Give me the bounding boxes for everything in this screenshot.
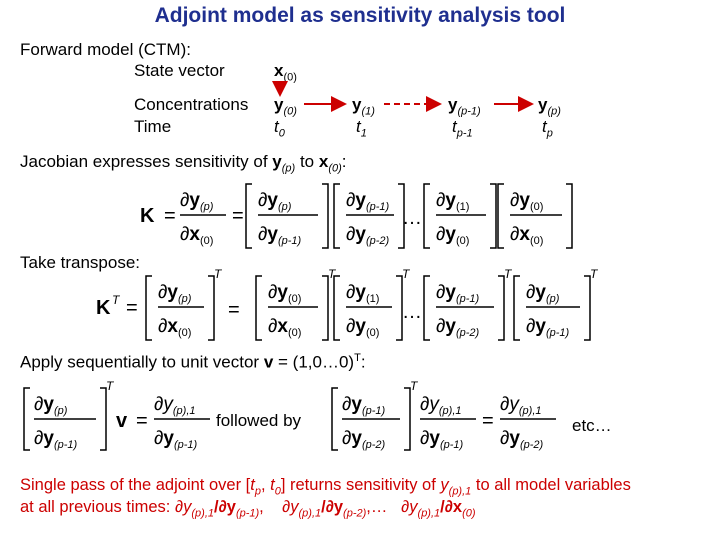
svg-text:T: T (590, 267, 598, 281)
svg-text:…: … (402, 301, 422, 323)
concentrations-label: Concentrations (134, 95, 249, 114)
svg-text:∂y(p): $\partial y_{(p)}$ (526, 282, 560, 305)
svg-text:∂y(p),1: $\partial y_{(p),1}$ (500, 394, 542, 417)
svg-text:…: … (402, 207, 422, 229)
svg-text:=: = (232, 205, 244, 227)
svg-text:∂y(p-2): $\partial y_{(p-2)}$ (342, 428, 386, 451)
node-yp-1: $y_{(p-1)}$ (448, 95, 481, 118)
svg-text:∂y(p-1): $\partial y_{(p-1)}$ (346, 190, 390, 213)
svg-text:T: T (328, 267, 336, 281)
svg-text:v: v (116, 410, 128, 432)
svg-text:∂y(p-1): $\partial y_{(p-1)}$ (258, 224, 302, 247)
svg-text:K: K (96, 297, 111, 319)
svg-text:∂y(p-1): $\partial y_{(p-1)}$ (154, 428, 198, 451)
summary-term-1: $\partial y_{(p),1}/\partial y_{(p-1)}$, (174, 498, 283, 520)
node-y0: $y_{(0)}$ (274, 95, 297, 118)
state-var: x (274, 61, 284, 80)
node-tp: $t_p$ (542, 117, 553, 140)
summary-line-2: at all previous times: $\partial y_{(p),1}/\partial y_{(p-1)}$, $\partial y_{(p),1}/\partial y_{(p-2)},\dots$ $\partial y_{(p),1}/\partial x_{(0)}$ (20, 498, 476, 520)
time-label: Time (134, 117, 172, 136)
svg-text:∂y(p-2): $\partial y_{(p-2)}$ (346, 224, 390, 247)
apply-sentence: Apply sequentially to unit vector v = (1,0…0)$^T$: (20, 352, 366, 372)
svg-text:T: T (106, 380, 114, 393)
summary-term-3: $\partial y_{(p),1}/\partial x_{(0)}$ (401, 498, 476, 520)
svg-text:T: T (504, 267, 512, 281)
summary-term-2: $\partial y_{(p),1}/\partial y_{(p-2)},\dots$ (282, 498, 402, 520)
state-sub: (0) (283, 71, 297, 84)
svg-text:∂y(0): $\partial y_{(0)}$ (268, 282, 302, 305)
followed-by-label: followed by (216, 411, 302, 430)
svg-text:∂x(0): $\partial x_{(0)}$ (180, 224, 214, 247)
svg-text:∂x(0): $\partial x_{(0)}$ (510, 224, 544, 247)
svg-text:∂y(1): $\partial y_{(1)}$ (436, 190, 470, 213)
svg-text:∂y(p-2): $\partial y_{(p-2)}$ (500, 428, 544, 451)
svg-text:=: = (228, 299, 240, 321)
svg-text:T: T (410, 380, 418, 393)
svg-text:T: T (402, 267, 410, 281)
forward-arrows (0, 0, 720, 160)
svg-text:=: = (482, 410, 494, 432)
equation-apply (0, 380, 720, 460)
node-t0: $t_0$ (274, 117, 285, 140)
svg-text:∂y(1): $\partial y_{(1)}$ (346, 282, 380, 305)
svg-text:∂x(0): $\partial x_{(0)}$ (158, 316, 192, 339)
svg-text:∂x(0): $\partial x_{(0)}$ (268, 316, 302, 339)
svg-text:∂y(p-2): $\partial y_{(p-2)}$ (436, 316, 480, 339)
svg-text:=: = (126, 297, 138, 319)
eq-K: K (140, 205, 155, 227)
transpose-label: Take transpose: (20, 253, 141, 272)
svg-text:∂y(p),1: $\partial y_{(p),1}$ (420, 394, 462, 417)
jacobian-sentence: Jacobian expresses sensitivity of $y_{(p)}$ to $x_{(0)}$: (20, 152, 347, 175)
svg-text:∂y(p-1): $\partial y_{(p-1)}$ (436, 282, 480, 305)
equation-jacobian (0, 178, 720, 258)
svg-text:∂y(p): $\partial y_{(p)}$ (180, 190, 214, 213)
svg-text:∂y(p): $\partial y_{(p)}$ (34, 394, 68, 417)
svg-text:∂y(p): $\partial y_{(p)}$ (258, 190, 292, 213)
summary-line-1: Single pass of the adjoint over [$t_p$, $t_0$] returns sensitivity of $y_{(p),1}$ to all model variables (20, 476, 631, 498)
node-y1: $y_{(1)}$ (352, 95, 375, 118)
svg-text:∂y(0): $\partial y_{(0)}$ (510, 190, 544, 213)
svg-text:∂y(p): $\partial y_{(p)}$ (158, 282, 192, 305)
node-yp: $y_{(p)}$ (538, 95, 561, 118)
svg-text:T: T (214, 267, 222, 281)
svg-text:∂y(p-1): $\partial y_{(p-1)}$ (420, 428, 464, 451)
state-vector-label: State vector (134, 61, 225, 80)
slide-title: Adjoint model as sensitivity analysis tool (154, 4, 566, 27)
svg-text:∂y(p),1: $\partial y_{(p),1}$ (154, 394, 196, 417)
svg-text:∂y(p-1): $\partial y_{(p-1)}$ (342, 394, 386, 417)
eq-equals: = (164, 205, 176, 227)
forward-heading: Forward model (CTM): (20, 40, 191, 59)
svg-text:∂y(0): $\partial y_{(0)}$ (436, 224, 470, 247)
svg-text:∂y(0): $\partial y_{(0)}$ (346, 316, 380, 339)
node-t1: $t_1$ (356, 117, 367, 140)
node-tp-1: $t_{p-1}$ (452, 117, 473, 140)
svg-text:T: T (112, 293, 120, 307)
equation-transpose (0, 266, 720, 346)
svg-text:∂y(p-1): $\partial y_{(p-1)}$ (34, 428, 78, 451)
svg-text:=: = (136, 410, 148, 432)
etc-label: etc… (572, 416, 612, 435)
svg-text:∂y(p-1): $\partial y_{(p-1)}$ (526, 316, 570, 339)
